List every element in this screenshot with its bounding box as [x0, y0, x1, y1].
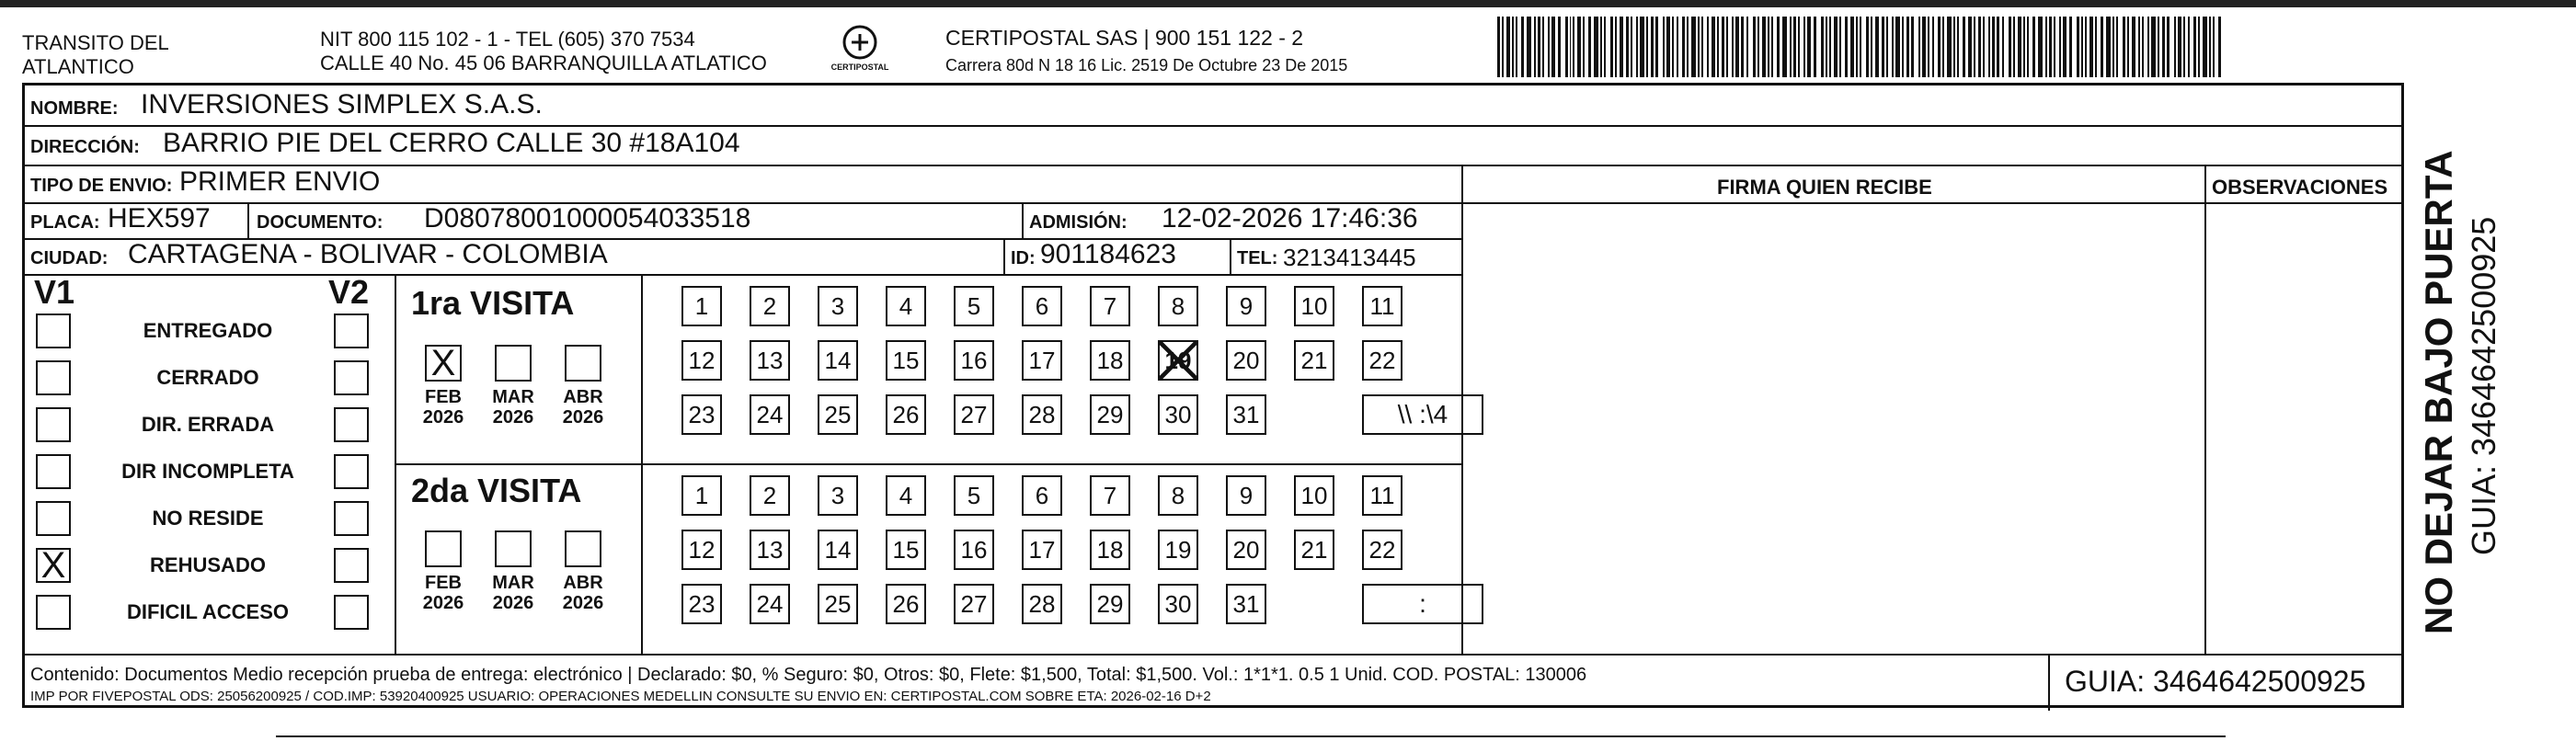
visit1-day-box[interactable]: 19	[1158, 340, 1198, 381]
status-v2-checkbox[interactable]	[334, 595, 369, 630]
visit2-day-box[interactable]: 22	[1362, 530, 1402, 570]
visit2-day-box[interactable]: 1	[681, 475, 722, 516]
courier-line2: Carrera 80d N 18 16 Lic. 2519 De Octubre 23 De 2015	[945, 56, 1348, 74]
barcode-bar	[1882, 17, 1884, 77]
barcode-bar	[1978, 17, 1981, 77]
barcode-bar	[1845, 17, 1848, 77]
barcode-bar	[2063, 17, 2067, 77]
visit1-month-checkbox[interactable]	[565, 345, 601, 382]
barcode-bar	[2013, 17, 2015, 77]
barcode-bar	[1600, 17, 1602, 77]
barcode-bar	[2209, 17, 2211, 77]
sender-contact-line2: CALLE 40 No. 45 06 BARRANQUILLA ATLATICO	[320, 51, 767, 74]
visit2-day-box[interactable]: 31	[1226, 584, 1266, 624]
barcode-bar	[1807, 17, 1811, 77]
visit1-day-box[interactable]: 24	[750, 394, 790, 435]
barcode-bar	[2027, 17, 2029, 77]
visit1-day-box[interactable]: 1	[681, 286, 722, 326]
visit1-day-box[interactable]: 17	[1022, 340, 1062, 381]
visit2-day-box[interactable]: 10	[1294, 475, 1334, 516]
barcode-bar	[2162, 17, 2165, 77]
barcode-bar	[1918, 17, 1920, 77]
barcode-bar	[2032, 17, 2035, 77]
barcode-bar	[2002, 17, 2004, 77]
barcode-bar	[1577, 17, 1581, 77]
footer-guia: GUIA: 3464642500925	[2065, 665, 2366, 698]
barcode-bar	[1615, 17, 1617, 77]
visit1-day-box[interactable]: 12	[681, 340, 722, 381]
barcode-bar	[1895, 17, 1900, 77]
status-v2-checkbox[interactable]	[334, 454, 369, 489]
visit1-day-box[interactable]: 16	[954, 340, 994, 381]
visit2-day-box[interactable]: 17	[1022, 530, 1062, 570]
barcode-bar	[1968, 17, 1972, 77]
barcode-bar	[1798, 17, 1800, 77]
bottom-cut-line	[276, 735, 2226, 737]
barcode-bar	[1735, 17, 1739, 77]
barcode-bar	[1871, 17, 1872, 77]
barcode-bar	[2081, 17, 2083, 77]
visit2-day-box[interactable]: 6	[1022, 475, 1062, 516]
barcode-bar	[2158, 17, 2159, 77]
barcode-bar	[1666, 17, 1670, 77]
barcode-bar	[1701, 17, 1703, 77]
status-option-label: DIR. ERRADA	[141, 413, 275, 436]
visit1-time-box[interactable]: \\ :\4	[1362, 394, 1483, 435]
visit1-day-box[interactable]: 9	[1226, 286, 1266, 326]
visit1-day-box[interactable]: 31	[1226, 394, 1266, 435]
visit1-day-box[interactable]: 11	[1362, 286, 1402, 326]
barcode-bar	[2049, 17, 2052, 77]
barcode	[1497, 17, 2224, 77]
barcode-bar	[2038, 17, 2043, 77]
barcode-bar	[1790, 17, 1792, 77]
visit2-day-box[interactable]: 19	[1158, 530, 1198, 570]
visit2-month-label: FEB 2026	[422, 573, 464, 613]
visit2-day-box[interactable]: 11	[1362, 475, 1402, 516]
visit2-day-box[interactable]: 3	[818, 475, 858, 516]
barcode-bar	[1892, 17, 1894, 77]
visit2-day-box[interactable]: 24	[750, 584, 790, 624]
barcode-bar	[1988, 17, 1990, 77]
barcode-bar	[2138, 17, 2141, 77]
visit2-day-box[interactable]: 5	[954, 475, 994, 516]
visit2-month-checkbox[interactable]	[425, 530, 462, 567]
barcode-bar	[1655, 17, 1658, 77]
status-v1-checkbox[interactable]	[36, 454, 71, 489]
status-v1-checkbox[interactable]	[36, 407, 71, 442]
tel-value: 3213413445	[1283, 244, 1416, 271]
barcode-bar	[1604, 17, 1606, 77]
barcode-bar	[2123, 17, 2125, 77]
sender-name-line1: TRANSITO DEL	[22, 31, 169, 54]
visit2-day-box[interactable]: 27	[954, 584, 994, 624]
barcode-bar	[1834, 17, 1838, 77]
barcode-bar	[1502, 17, 1504, 77]
visit1-day-box[interactable]: 5	[954, 286, 994, 326]
barcode-bar	[1911, 17, 1914, 77]
visit1-day-box[interactable]: 18	[1090, 340, 1130, 381]
barcode-bar	[1856, 17, 1858, 77]
visit2-day-box[interactable]: 21	[1294, 530, 1334, 570]
footer-content-line: Contenido: Documentos Medio recepción prueba de entrega: electrónico | Declarado: $0, % Seguro: $0, Otros: $0, Flete: $1,500, Total: $1,500. Vol.: 1*1*1. 0.5 1 Unid. COD. POSTAL: 130006	[30, 665, 1587, 685]
barcode-bar	[1527, 17, 1531, 77]
barcode-bar	[1983, 17, 1985, 77]
barcode-bar	[2054, 17, 2055, 77]
barcode-bar	[2178, 17, 2181, 77]
barcode-bar	[1850, 17, 1855, 77]
visit1-day-box[interactable]: 7	[1090, 286, 1130, 326]
visit2-day-box[interactable]: 23	[681, 584, 722, 624]
visit1-day-box[interactable]: 14	[818, 340, 858, 381]
barcode-bar	[1516, 17, 1517, 77]
barcode-bar	[1636, 17, 1638, 77]
barcode-bar	[2023, 17, 2025, 77]
visit1-title: 1ra VISITA	[411, 284, 575, 322]
barcode-bar	[2203, 17, 2207, 77]
barcode-bar	[1521, 17, 1524, 77]
barcode-bar	[1672, 17, 1674, 77]
barcode-bar	[1814, 17, 1816, 77]
barcode-bar	[1551, 17, 1555, 77]
visit2-month-label: ABR 2026	[562, 573, 604, 613]
tel-label: TEL:	[1237, 248, 1278, 268]
barcode-bar	[2198, 17, 2200, 77]
visit1-day-box[interactable]: 4	[886, 286, 926, 326]
barcode-bar	[1746, 17, 1748, 77]
barcode-bar	[1620, 17, 1623, 77]
visit1-day-box[interactable]: 20	[1226, 340, 1266, 381]
visit2-month-label: MAR 2026	[492, 573, 534, 613]
courier-line1: CERTIPOSTAL SAS | 900 151 122 - 2	[945, 26, 1304, 50]
visit2-day-box[interactable]: 29	[1090, 584, 1130, 624]
visit1-day-box[interactable]: 2	[750, 286, 790, 326]
barcode-bar	[1538, 17, 1540, 77]
barcode-bar	[1992, 17, 1996, 77]
visit1-month-checkbox[interactable]: X	[425, 345, 462, 382]
barcode-bar	[2106, 17, 2111, 77]
visit1-day-box[interactable]: 26	[886, 394, 926, 435]
barcode-bar	[1570, 17, 1572, 77]
barcode-bar	[1906, 17, 1909, 77]
barcode-bar	[1947, 17, 1952, 77]
barcode-bar	[2127, 17, 2129, 77]
barcode-bar	[2095, 17, 2097, 77]
visit2-day-box[interactable]: 4	[886, 475, 926, 516]
barcode-bar	[2059, 17, 2061, 77]
visit2-day-box[interactable]: 20	[1226, 530, 1266, 570]
barcode-bar	[1866, 17, 1869, 77]
barcode-bar	[1762, 17, 1766, 77]
barcode-bar	[1860, 17, 1861, 77]
barcode-bar	[2147, 17, 2149, 77]
visit1-month-label: FEB 2026	[422, 387, 464, 428]
barcode-bar	[1757, 17, 1759, 77]
barcode-bar	[1565, 17, 1568, 77]
barcode-bar	[1953, 17, 1955, 77]
visit1-day-box[interactable]: 8	[1158, 286, 1198, 326]
delivery-form	[22, 83, 2404, 708]
barcode-bar	[1631, 17, 1632, 77]
barcode-bar	[2132, 17, 2135, 77]
barcode-bar	[2045, 17, 2047, 77]
visit1-month-checkbox[interactable]	[495, 345, 532, 382]
id-value: 901184623	[1040, 239, 1176, 269]
id-label: ID:	[1011, 248, 1036, 268]
barcode-bar	[1626, 17, 1629, 77]
admision-label: ADMISIÓN:	[1029, 212, 1128, 233]
barcode-bar	[1542, 17, 1544, 77]
barcode-bar	[2018, 17, 2021, 77]
visit2-day-box[interactable]: 25	[818, 584, 858, 624]
status-v2-checkbox[interactable]	[334, 548, 369, 583]
barcode-bar	[1722, 17, 1724, 77]
logo-text: CERTIPOSTAL	[830, 63, 889, 72]
nombre-label: NOMBRE:	[30, 98, 119, 119]
barcode-bar	[2183, 17, 2185, 77]
status-v2-checkbox[interactable]	[334, 501, 369, 536]
visit2-day-box[interactable]: 18	[1090, 530, 1130, 570]
barcode-bar	[1712, 17, 1715, 77]
barcode-bar	[1771, 17, 1773, 77]
barcode-bar	[1588, 17, 1591, 77]
status-option-label: NO RESIDE	[152, 507, 264, 530]
barcode-bar	[1558, 17, 1561, 77]
status-v1-checkbox[interactable]: X	[36, 548, 71, 583]
barcode-bar	[1512, 17, 1514, 77]
barcode-bar	[1594, 17, 1598, 77]
visit2-day-box[interactable]: 28	[1022, 584, 1062, 624]
barcode-bar	[2077, 17, 2079, 77]
visit1-day-box[interactable]: 28	[1022, 394, 1062, 435]
barcode-bar	[1839, 17, 1841, 77]
status-v2-checkbox[interactable]	[334, 314, 369, 348]
nombre-value: INVERSIONES SIMPLEX S.A.S.	[141, 89, 543, 120]
v1-header: V1	[34, 273, 75, 311]
barcode-bar	[1506, 17, 1510, 77]
barcode-bar	[2069, 17, 2072, 77]
visit2-day-box[interactable]: 12	[681, 530, 722, 570]
barcode-bar	[1732, 17, 1734, 77]
visit2-time-box[interactable]: :	[1362, 584, 1483, 624]
visit2-day-box[interactable]: 9	[1226, 475, 1266, 516]
barcode-bar	[1829, 17, 1831, 77]
barcode-bar	[2167, 17, 2170, 77]
status-v2-checkbox[interactable]	[334, 407, 369, 442]
side-guia-text: GUIA: 3464642500925	[2465, 216, 2502, 555]
status-v1-checkbox[interactable]	[36, 360, 71, 395]
barcode-bar	[1886, 17, 1888, 77]
barcode-bar	[1682, 17, 1685, 77]
visit1-day-box[interactable]: 25	[818, 394, 858, 435]
barcode-bar	[1803, 17, 1805, 77]
sender-name-line2: ATLANTICO	[22, 55, 134, 78]
visit2-day-box[interactable]: 14	[818, 530, 858, 570]
barcode-bar	[1826, 17, 1827, 77]
visit1-month-label: ABR 2026	[562, 387, 604, 428]
barcode-bar	[2101, 17, 2103, 77]
barcode-bar	[1663, 17, 1665, 77]
barcode-bar	[1928, 17, 1929, 77]
ciudad-label: CIUDAD:	[30, 248, 109, 268]
status-option-label: CERRADO	[156, 366, 259, 389]
barcode-bar	[1583, 17, 1585, 77]
barcode-bar	[1691, 17, 1696, 77]
visit1-day-box[interactable]: 29	[1090, 394, 1130, 435]
barcode-bar	[1726, 17, 1728, 77]
barcode-bar	[1717, 17, 1719, 77]
barcode-bar	[1534, 17, 1536, 77]
barcode-bar	[1875, 17, 1879, 77]
barcode-bar	[2151, 17, 2156, 77]
visit1-day-box[interactable]: 3	[818, 286, 858, 326]
barcode-bar	[2213, 17, 2215, 77]
status-option-label: DIFICIL ACCESO	[126, 600, 289, 623]
visit2-month-checkbox[interactable]	[565, 530, 601, 567]
documento-label: DOCUMENTO:	[257, 212, 384, 233]
certipostal-logo	[828, 22, 892, 81]
v2-header: V2	[328, 273, 370, 311]
barcode-bar	[2174, 17, 2176, 77]
barcode-bar	[1777, 17, 1780, 77]
visit1-day-box[interactable]: 30	[1158, 394, 1198, 435]
barcode-bar	[1768, 17, 1769, 77]
direccion-label: DIRECCIÓN:	[30, 137, 140, 157]
barcode-bar	[1687, 17, 1689, 77]
visit2-day-box[interactable]: 15	[886, 530, 926, 570]
footer-print-line: IMP POR FIVEPOSTAL ODS: 25056200925 / COD.IMP: 53920400925 USUARIO: OPERACIONES MEDELLIN CONSULTE SU ENVIO EN: CERTIPOSTAL.COM SOBRE ETA: 2026-02-16 D+2	[30, 689, 1211, 704]
barcode-bar	[1974, 17, 1975, 77]
barcode-bar	[1782, 17, 1787, 77]
barcode-bar	[1497, 17, 1500, 77]
barcode-bar	[1548, 17, 1550, 77]
ciudad-value: CARTAGENA - BOLIVAR - COLOMBIA	[128, 239, 608, 269]
barcode-bar	[1942, 17, 1944, 77]
visit1-day-box[interactable]: 13	[750, 340, 790, 381]
barcode-bar	[1753, 17, 1756, 77]
barcode-bar	[2085, 17, 2087, 77]
barcode-bar	[1677, 17, 1678, 77]
visit2-day-box[interactable]: 2	[750, 475, 790, 516]
barcode-bar	[2218, 17, 2221, 77]
visit2-day-box[interactable]: 30	[1158, 584, 1198, 624]
barcode-bar	[2009, 17, 2011, 77]
visit2-day-box[interactable]: 16	[954, 530, 994, 570]
barcode-bar	[1707, 17, 1710, 77]
barcode-bar	[1821, 17, 1824, 77]
barcode-bar	[1646, 17, 1648, 77]
barcode-bar	[1963, 17, 1965, 77]
status-option-label: REHUSADO	[150, 553, 266, 576]
barcode-bar	[1573, 17, 1574, 77]
visit2-day-box[interactable]: 7	[1090, 475, 1130, 516]
admision-value: 12-02-2026 17:46:36	[1162, 203, 1418, 234]
barcode-bar	[2116, 17, 2118, 77]
tipo-envio-label: TIPO DE ENVIO:	[30, 176, 173, 196]
visit2-day-box[interactable]: 26	[886, 584, 926, 624]
barcode-bar	[1741, 17, 1744, 77]
status-option-label: DIR INCOMPLETA	[121, 460, 294, 483]
firma-column-header: FIRMA QUIEN RECIBE	[1717, 176, 1932, 199]
visit1-day-box[interactable]: 23	[681, 394, 722, 435]
sender-contact-line1: NIT 800 115 102 - 1 - TEL (605) 370 7534	[320, 28, 695, 51]
visit1-day-box[interactable]: 27	[954, 394, 994, 435]
barcode-bar	[2193, 17, 2196, 77]
barcode-bar	[1938, 17, 1941, 77]
barcode-bar	[1997, 17, 1999, 77]
visit2-title: 2da VISITA	[411, 472, 582, 509]
barcode-bar	[1902, 17, 1904, 77]
barcode-bar	[2089, 17, 2093, 77]
barcode-bar	[2112, 17, 2114, 77]
status-option-label: ENTREGADO	[143, 319, 273, 342]
placa-label: PLACA:	[30, 212, 100, 233]
visit1-day-box[interactable]: 22	[1362, 340, 1402, 381]
barcode-bar	[1793, 17, 1796, 77]
visit1-month-label: MAR 2026	[492, 387, 534, 428]
visit1-day-box[interactable]: 21	[1294, 340, 1334, 381]
barcode-bar	[1698, 17, 1700, 77]
barcode-bar	[1922, 17, 1926, 77]
visit1-day-box[interactable]: 15	[886, 340, 926, 381]
documento-value: D08078001000054033518	[424, 203, 751, 234]
observaciones-column-header: OBSERVACIONES	[2212, 176, 2388, 199]
barcode-bar	[1610, 17, 1613, 77]
visit2-day-box[interactable]: 13	[750, 530, 790, 570]
visit2-month-checkbox[interactable]	[495, 530, 532, 567]
status-v2-checkbox[interactable]	[334, 360, 369, 395]
status-v1-checkbox[interactable]	[36, 595, 71, 630]
visit2-day-box[interactable]: 8	[1158, 475, 1198, 516]
barcode-bar	[1957, 17, 1959, 77]
direccion-value: BARRIO PIE DEL CERRO CALLE 30 #18A104	[163, 128, 740, 158]
status-v1-checkbox[interactable]	[36, 501, 71, 536]
barcode-bar	[1932, 17, 1934, 77]
visit1-day-box[interactable]: 6	[1022, 286, 1062, 326]
placa-value: HEX597	[108, 203, 211, 234]
visit1-day-box[interactable]: 10	[1294, 286, 1334, 326]
barcode-bar	[1651, 17, 1654, 77]
side-warning-text: NO DEJAR BAJO PUERTA	[2417, 150, 2460, 634]
status-v1-checkbox[interactable]	[36, 314, 71, 348]
tipo-envio-value: PRIMER ENVIO	[179, 166, 381, 197]
barcode-bar	[2142, 17, 2144, 77]
barcode-bar	[2188, 17, 2190, 77]
barcode-bar	[1640, 17, 1644, 77]
top-border-line	[0, 0, 2576, 7]
